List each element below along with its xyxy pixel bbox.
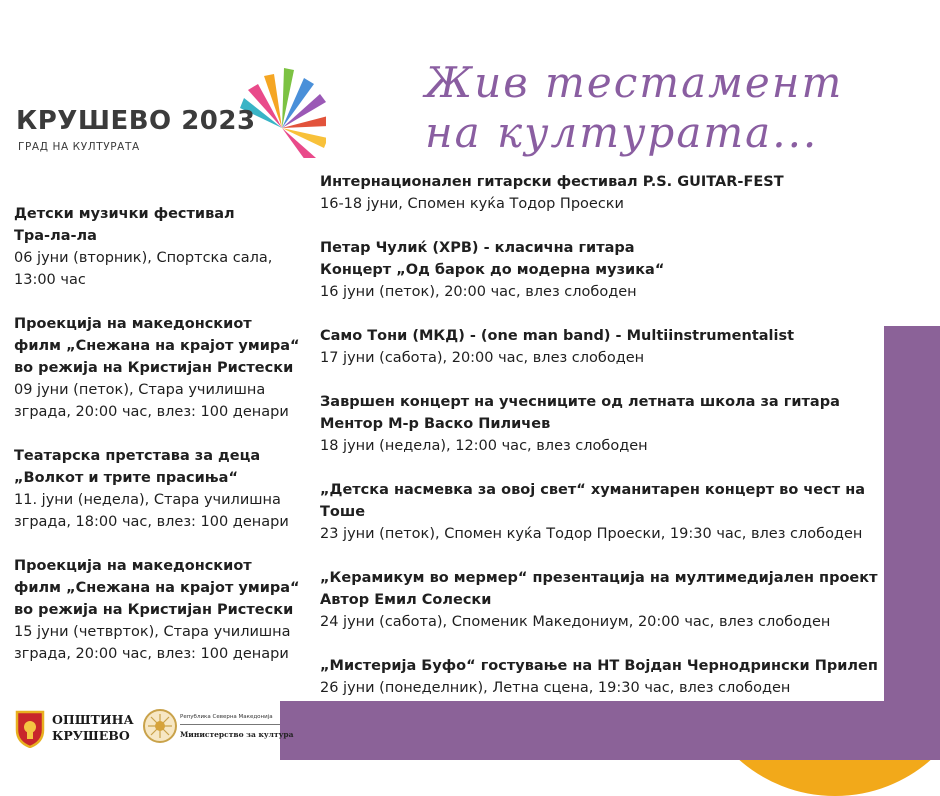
logo-title: КРУШЕВО 2023 <box>16 106 256 136</box>
event-right-3 <box>320 325 794 369</box>
event-details-line: зграда, 20:00 час, влез: 100 денари <box>14 404 289 420</box>
event-details-line: 13:00 час <box>14 272 86 288</box>
municipality-name <box>52 712 134 744</box>
event-title-line: Тра-ла-ла <box>14 228 97 244</box>
event-details-line: 16-18 јуни, Спомен куќа Тодор Проески <box>320 196 624 212</box>
logo-subtitle: ГРАД НА КУЛТУРАТА <box>18 141 140 153</box>
event-right-2 <box>320 237 664 303</box>
event-details-line: 15 јуни (четврток), Стара училишна <box>14 624 291 640</box>
event-details-line: 23 јуни (петок), Спомен куќа Тодор Проески, 19:30 час, влез слободен <box>320 526 863 542</box>
event-title-line: „Керамикум во мермер“ презентација на мултимедијален проект <box>320 570 878 586</box>
event-title-line: „Волкот и трите прасиња“ <box>14 470 238 486</box>
event-details-line: 24 јуни (сабота), Споменик Македониум, 20:00 час, влез слободен <box>320 614 831 630</box>
event-title-line: Тоше <box>320 504 366 520</box>
event-title-line: во режија на Кристијан Ристески <box>14 360 294 376</box>
event-title-line: Петар Чулиќ (ХРВ) - класична гитара <box>320 240 635 256</box>
event-title-line: Автор Емил Солески <box>320 592 492 608</box>
event-left-4 <box>14 555 300 665</box>
slogan-line-1: Жив тестамент <box>425 58 844 107</box>
event-details-line: 26 јуни (понеделник), Летна сцена, 19:30 час, влез слободен <box>320 680 791 696</box>
event-details-line: 09 јуни (петок), Стара училишна <box>14 382 266 398</box>
event-title-line: филм „Снежана на крајот умира“ <box>14 338 300 354</box>
event-title-line: Театарска претстава за деца <box>14 448 261 464</box>
slogan <box>425 58 895 158</box>
event-details-line: 06 јуни (вторник), Спортска сала, <box>14 250 273 266</box>
event-right-1 <box>320 171 784 215</box>
event-right-6 <box>320 567 878 633</box>
event-title-line: Детски музички фестивал <box>14 206 235 222</box>
event-title-line: Проекција на македонскиот <box>14 558 252 574</box>
municipality-line-2: КРУШЕВО <box>52 728 130 743</box>
purple-bar-bottom <box>280 701 940 760</box>
event-right-4 <box>320 391 840 457</box>
event-details-line: зграда, 18:00 час, влез: 100 денари <box>14 514 289 530</box>
event-details-line: 11. јуни (недела), Стара училишна <box>14 492 281 508</box>
slogan-line-2: на културата... <box>425 108 819 157</box>
krusevo-2023-logo <box>16 58 326 168</box>
event-title-line: Само Тони (МКД) - (one man band) - Multiinstrumentalist <box>320 328 795 344</box>
event-title-line: „Детска насмевка за овој свет“ хуманитарен концерт во чест на <box>320 482 865 498</box>
event-title-line: Завршен концерт на учесниците од летната школа за гитара <box>320 394 840 410</box>
municipality-crest-icon <box>14 710 46 748</box>
event-title-line: во режија на Кристијан Ристески <box>14 602 294 618</box>
event-title-line: Проекција на македонскиот <box>14 316 252 332</box>
event-details-line: 18 јуни (недела), 12:00 час, влез слободен <box>320 438 648 454</box>
ministry-divider <box>180 724 280 725</box>
event-title-line: Концерт „Од барок до модерна музика“ <box>320 262 665 278</box>
event-right-7 <box>320 655 878 699</box>
event-left-1 <box>14 203 272 291</box>
event-left-3 <box>14 445 289 533</box>
event-details-line: зграда, 20:00 час, влез: 100 денари <box>14 646 289 662</box>
event-right-5 <box>320 479 865 545</box>
event-title-line: Ментор М-р Васко Пиличев <box>320 416 551 432</box>
event-details-line: 17 јуни (сабота), 20:00 час, влез слободен <box>320 350 645 366</box>
ministry-name: Министерство за култура <box>180 730 294 739</box>
event-details-line: 16 јуни (петок), 20:00 час, влез слободен <box>320 284 637 300</box>
event-title-line: „Мистерија Буфо“ гостување на НТ Војдан Чернодрински Прилеп <box>320 658 878 674</box>
ministry-subtitle: Република Северна Македонија <box>180 714 273 720</box>
event-title-line: филм „Снежана на крајот умира“ <box>14 580 300 596</box>
purple-bar-right <box>884 326 940 760</box>
event-title-line: Интернационален гитарски фестивал P.S. GUITAR-FEST <box>320 174 784 190</box>
ministry-seal-icon <box>142 708 178 744</box>
event-left-2 <box>14 313 300 423</box>
municipality-line-1: ОПШТИНА <box>52 712 134 727</box>
